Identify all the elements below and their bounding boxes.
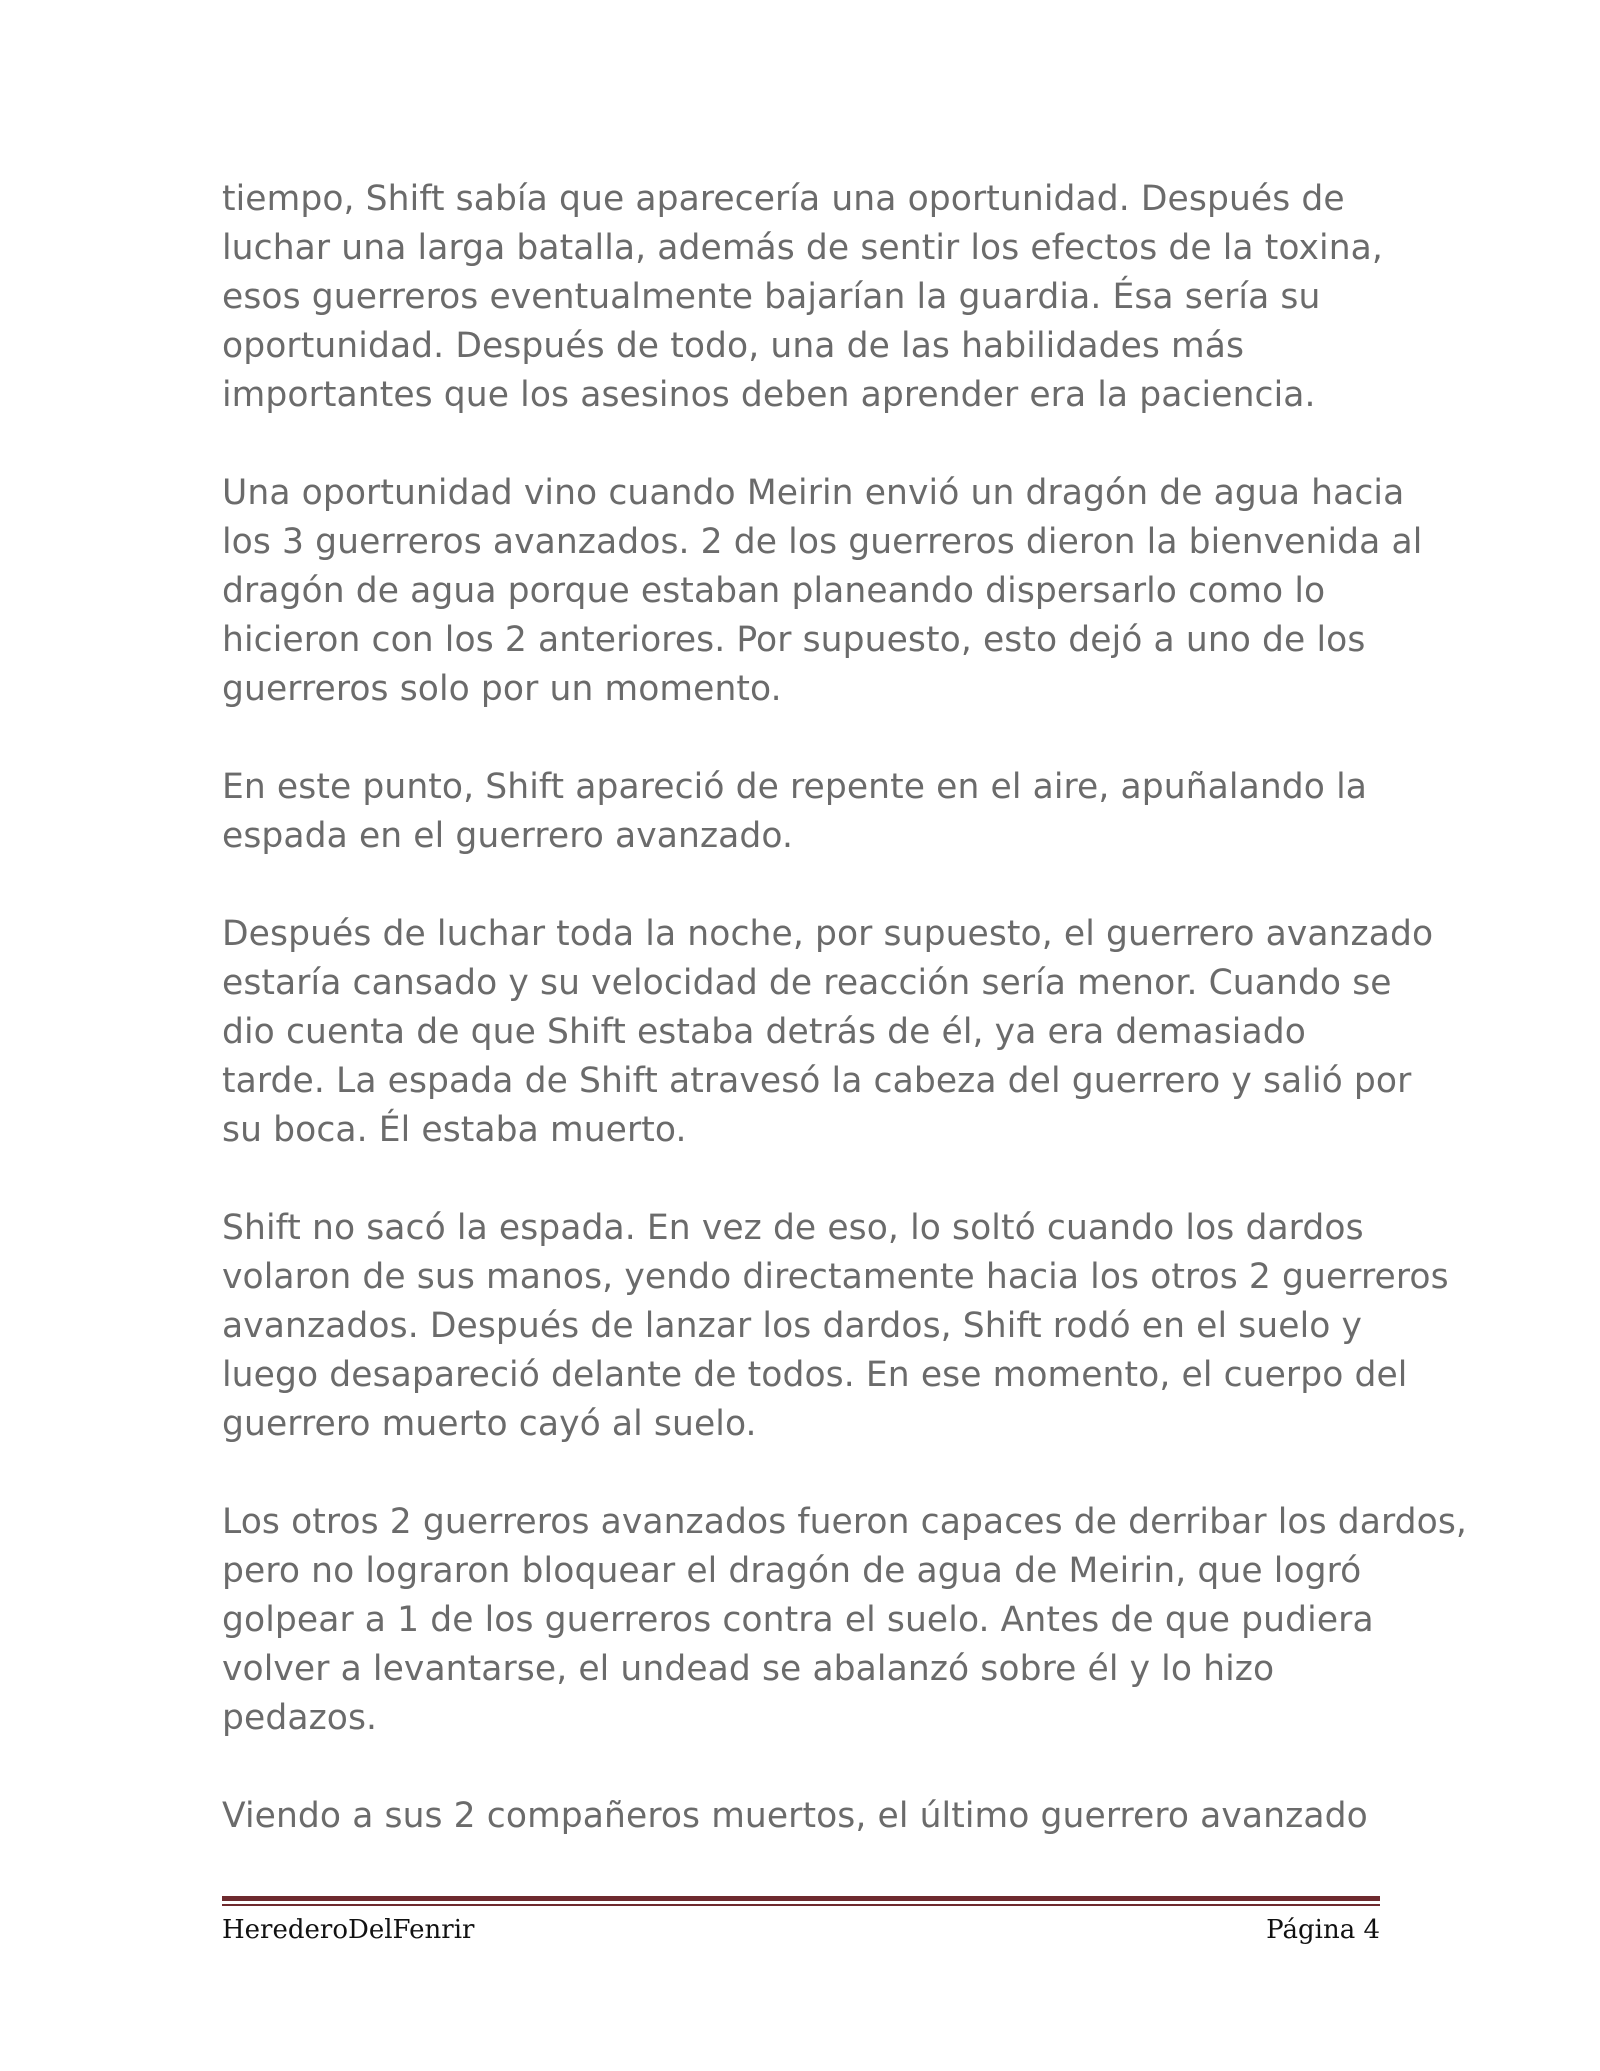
text-line: Después de luchar toda la noche, por supuesto, el guerrero avanzado [222,914,1434,954]
footer-author: HerederoDelFenrir [222,1915,475,1945]
text-line: En este punto, Shift apareció de repente en el aire, apuñalando la [222,767,1367,807]
paragraph-4 [222,910,1434,1155]
text-line: hicieron con los 2 anteriores. Por supuesto, esto dejó a uno de los [222,620,1366,660]
text-line: guerrero muerto cayó al suelo. [222,1404,757,1444]
text-line: tiempo, Shift sabía que aparecería una oportunidad. Después de [222,179,1345,219]
footer-divider-thin [222,1904,1380,1906]
text-line: luchar una larga batalla, además de sentir los efectos de la toxina, [222,228,1383,268]
text-line: Shift no sacó la espada. En vez de eso, lo soltó cuando los dardos [222,1208,1364,1248]
footer-divider-thick [222,1896,1380,1901]
text-line: Una oportunidad vino cuando Meirin envió un dragón de agua hacia [222,473,1405,513]
text-line: guerreros solo por un momento. [222,669,782,709]
text-line: volaron de sus manos, yendo directamente hacia los otros 2 guerreros [222,1257,1449,1297]
text-line: dio cuenta de que Shift estaba detrás de él, ya era demasiado [222,1012,1306,1052]
paragraph-6 [222,1498,1467,1743]
text-line: su boca. Él estaba muerto. [222,1110,687,1150]
paragraph-7 [222,1792,1402,1841]
footer-page-number: Página 4 [1266,1915,1380,1945]
paragraph-1 [222,175,1402,420]
paragraph-5 [222,1204,1449,1449]
text-line: importantes que los asesinos deben aprender era la paciencia. [222,375,1316,415]
text-line: volver a levantarse, el undead se abalanzó sobre él y lo hizo [222,1649,1275,1689]
text-line: pedazos. [222,1698,378,1738]
text-line: golpear a 1 de los guerreros contra el suelo. Antes de que pudiera [222,1600,1374,1640]
text-line: oportunidad. Después de todo, una de las habilidades más [222,326,1245,366]
text-line: los 3 guerreros avanzados. 2 de los guerreros dieron la bienvenida al [222,522,1423,562]
text-line: esos guerreros eventualmente bajarían la guardia. Ésa sería su [222,277,1321,317]
text-line: tarde. La espada de Shift atravesó la cabeza del guerrero y salió por [222,1061,1412,1101]
text-line: estaría cansado y su velocidad de reacción sería menor. Cuando se [222,963,1392,1003]
text-line: espada en el guerrero avanzado. [222,816,794,856]
text-line: Viendo a sus 2 compañeros muertos, el último guerrero avanzado [222,1796,1368,1836]
text-line: pero no lograron bloquear el dragón de agua de Meirin, que logró [222,1551,1362,1591]
text-line: Los otros 2 guerreros avanzados fueron capaces de derribar los dardos, [222,1502,1467,1542]
text-line: avanzados. Después de lanzar los dardos, Shift rodó en el suelo y [222,1306,1363,1346]
text-line: luego desapareció delante de todos. En ese momento, el cuerpo del [222,1355,1408,1395]
paragraph-3 [222,763,1402,861]
paragraph-2 [222,469,1423,714]
body-text [222,175,1467,1890]
text-line: dragón de agua porque estaban planeando dispersarlo como lo [222,571,1326,611]
